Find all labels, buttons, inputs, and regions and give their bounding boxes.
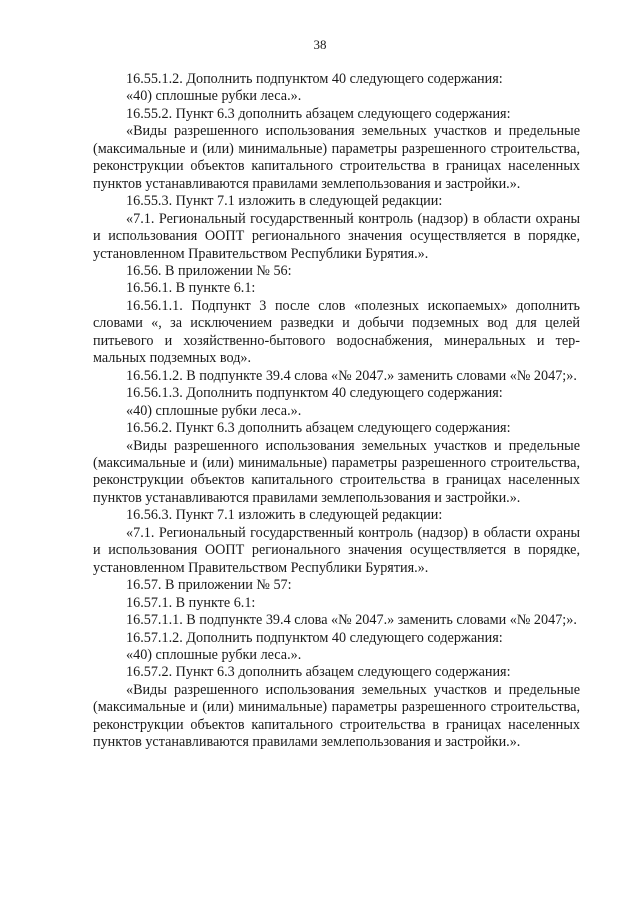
paragraph-16-55-2: 16.55.2. Пункт 6.3 дополнить абзацем следующего содержания: xyxy=(126,105,511,122)
paragraph-quote-land-use: «Виды разрешенного использования земельных участков и предельные (максимальные и (или) минимальные) параметры разрешенного строительства, реконструкции объектов капитального строительства в границах населенных пунктов устанавливаются правилами землепользования и застройки.». xyxy=(93,123,580,192)
paragraph-quote-40: «40) сплошные рубки леса.». xyxy=(126,88,302,105)
paragraph-16-57-1-1: 16.57.1.1. В подпункте 39.4 слова «№ 2047.» заменить словами «№ 2047;». xyxy=(126,612,577,629)
paragraph-16-57-1-2: 16.57.1.2. Дополнить подпунктом 40 следующего содержания: xyxy=(126,629,503,646)
paragraph-16-55-1-2: 16.55.1.2. Дополнить подпунктом 40 следующего содержания: xyxy=(126,71,503,87)
paragraph-16-56: 16.56. В приложении № 56: xyxy=(126,262,292,279)
paragraph-quote-land-use: «Виды разрешенного использования земельных участков и предельные (максимальные и (или) минимальные) параметры разрешенного строительства, реконструкции объектов капитального строительства в границах населенных пунктов устанавливаются правилами землепользования и застройки.». xyxy=(93,681,580,751)
paragraph-16-57: 16.57. В приложении № 57: xyxy=(126,577,292,594)
paragraph-16-56-1-3: 16.56.1.3. Дополнить подпунктом 40 следующего содержания: xyxy=(126,385,503,402)
paragraph-16-55-3: 16.55.3. Пункт 7.1 изложить в следующей редакции: xyxy=(126,193,443,210)
paragraph-16-57-1: 16.57.1. В пункте 6.1: xyxy=(126,594,256,611)
paragraph-16-56-2: 16.56.2. Пункт 6.3 дополнить абзацем следующего содержания: xyxy=(126,420,511,437)
paragraph-quote-40: «40) сплошные рубки леса.». xyxy=(126,402,302,419)
paragraph-quote-land-use: «Виды разрешенного использования земельных участков и предельные (максимальные и (или) минимальные) параметры разрешенного строительства, реконструкции объектов капитального строительства в границах населенных пунктов устанавливаются правилами землепользования и застройки.». xyxy=(93,437,580,506)
paragraph-16-56-3: 16.56.3. Пункт 7.1 изложить в следующей редакции: xyxy=(126,507,443,524)
paragraph-quote-7-1: «7.1. Региональный государственный контроль (надзор) в области охраны и использования ООПТ регионального значения осуществляется в порядке, установленном Правительством Республики Бурятия.». xyxy=(93,210,580,262)
page-number: 38 xyxy=(313,37,327,52)
paragraph-16-57-2: 16.57.2. Пункт 6.3 дополнить абзацем следующего содержания: xyxy=(126,664,511,681)
paragraph-quote-7-1: «7.1. Региональный государственный контроль (надзор) в области охраны и использования ООПТ регионального значения осуществляется в порядке, установленном Правительством Республики Бурятия.». xyxy=(93,524,580,576)
paragraph-16-56-1-2: 16.56.1.2. В подпункте 39.4 слова «№ 2047.» заменить словами «№ 2047;». xyxy=(126,367,577,384)
document-body xyxy=(93,71,580,752)
paragraph-quote-40: «40) сплошные рубки леса.». xyxy=(126,646,302,663)
paragraph-16-56-1-1: 16.56.1.1. Подпункт 3 после слов «полезных ископаемых» дополнить словами «, за исключением разведки и добычи подземных вод для целей питьевого и хозяйственно-бытового водоснабжения, минеральных и термальных подземных вод». xyxy=(93,297,580,367)
paragraph-16-56-1: 16.56.1. В пункте 6.1: xyxy=(126,280,256,297)
